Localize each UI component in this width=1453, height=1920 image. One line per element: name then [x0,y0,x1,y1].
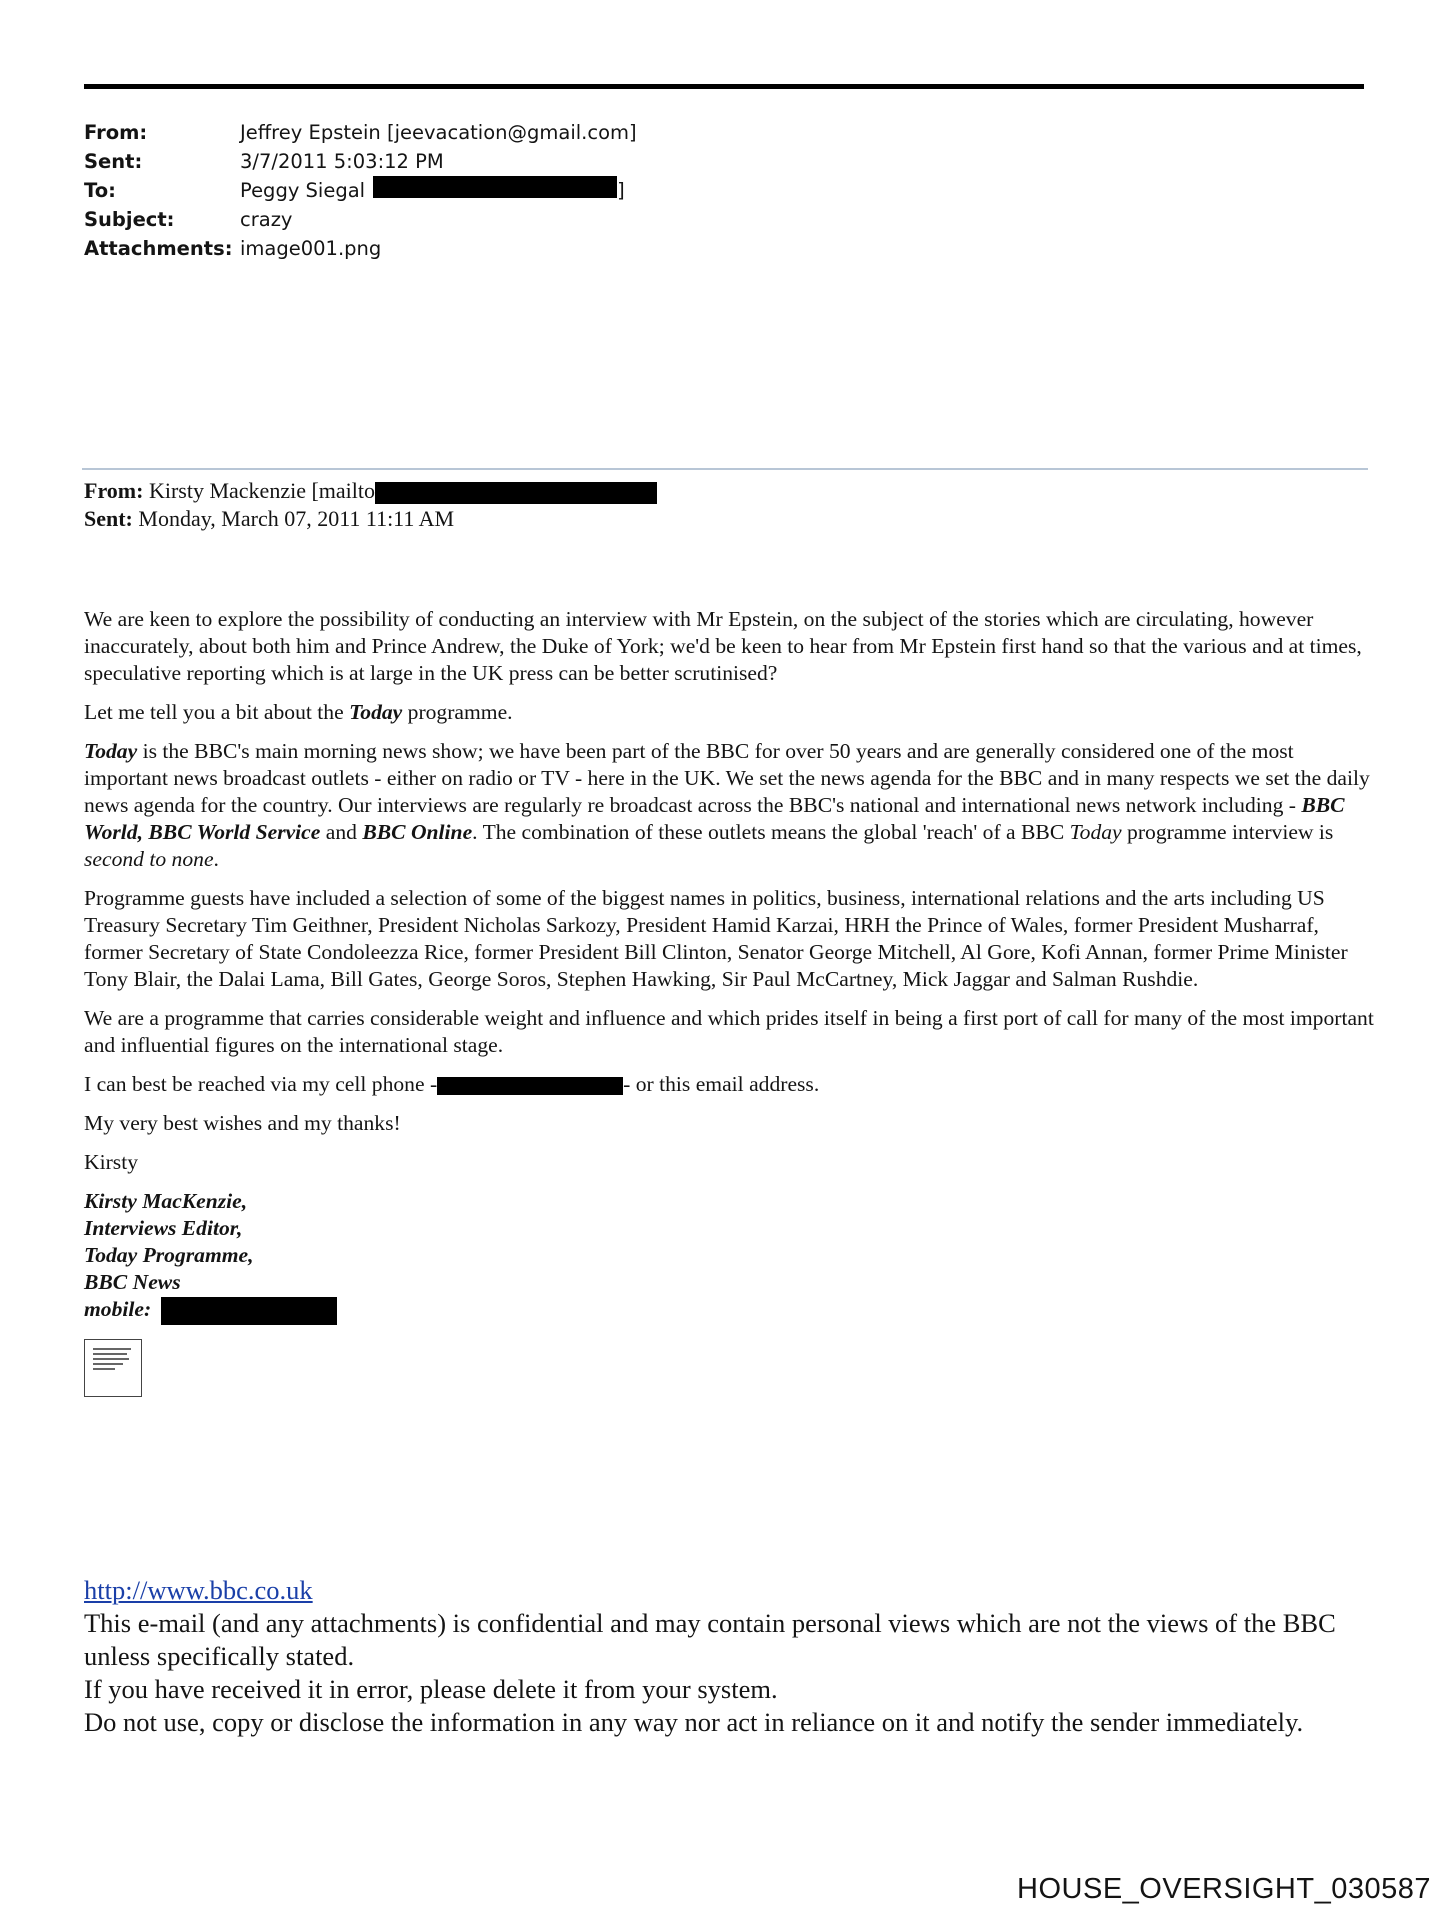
sent-value: 3/7/2011 5:03:12 PM [240,150,444,173]
text-run: I can best be reached via my cell phone - [84,1072,438,1096]
forwarded-from-label: From: [84,478,144,503]
signature-org: BBC News [84,1270,181,1294]
text-run: programme interview is [1121,820,1334,844]
text-run: and [320,820,363,844]
forwarded-from-row [84,477,657,505]
text-run: is the BBC's main morning news show; we have been part of the BBC for over 50 years and are generally considered one of the most important news broadcast outlets - either on radio or TV - here in the UK. We set the news agenda for the BBC and in many respects we set the daily news agenda for the country. Our interviews are regularly re broadcast across the BBC's national and international news network including - [84,739,1370,817]
top-divider [84,84,1364,89]
from-value: Jeffrey Epstein [jeevacation@gmail.com] [240,121,637,144]
body-paragraph [84,699,1374,726]
subject-value: crazy [240,208,293,231]
text-run: . [213,847,219,871]
redaction-block [161,1297,337,1325]
email-body [84,606,1374,1397]
forwarded-header [84,477,657,533]
body-paragraph: We are a programme that carries considerable weight and influence and which prides itself in being a first port of call for many of the most important and influential figures on the international stage. [84,1006,1374,1057]
signature-programme: Today Programme, [84,1243,254,1267]
thumbnail-line [93,1358,129,1360]
to-label: To: [84,179,116,202]
thumbnail-line [93,1348,131,1350]
body-paragraph: We are keen to explore the possibility of conducting an interview with Mr Epstein, on the subject of the stories which are circulating, however inaccurately, about both him and Prince Andrew, the Duke of York; we'd be keen to hear from Mr Epstein first hand so that the various and at times, speculative reporting which is at large in the UK press can be better scrutinised? [84,607,1362,685]
header-subject-row [84,205,637,234]
body-paragraph: Kirsty [84,1150,138,1174]
disclaimer-line: Do not use, copy or disclose the information in any way nor act in reliance on it and notify the sender immediately. [84,1707,1304,1737]
body-paragraph: Programme guests have included a selection of some of the biggest names in politics, business, international relations and the arts including US Treasury Secretary Tim Geithner, President Nicholas Sarkozy, President Hamid Karzai, HRH the Prince of Wales, former President Musharraf, former Secretary of State Condoleezza Rice, former President Bill Clinton, Senator George Mitchell, Al Gore, Kofi Annan, former Prime Minister Tony Blair, the Dalai Lama, Bill Gates, George Soros, Stephen Hawking, Sir Paul McCartney, Mick Jaggar and Salman Rushdie. [84,886,1348,991]
redaction-block [373,176,617,198]
body-paragraph: My very best wishes and my thanks! [84,1111,401,1135]
disclaimer-line: This e-mail (and any attachments) is confidential and may contain personal views which are not the views of the BBC unless specifically stated. [84,1608,1336,1671]
second-to-none-italic: second to none [84,847,214,871]
to-value: Peggy Siegal [240,179,366,202]
email-disclaimer [84,1574,1374,1739]
thumbnail-line [93,1363,123,1365]
text-run: . The combination of these outlets means the global 'reach' of a BBC [472,820,1070,844]
text-run: programme. [402,700,513,724]
attachments-value: image001.png [240,237,382,260]
text-run: - or this email address. [623,1072,820,1096]
attachments-label: Attachments: [84,237,233,260]
thumbnail-line [93,1368,115,1370]
today-emphasis: Today [84,739,138,763]
mobile-label: mobile: [84,1297,152,1321]
header-from-row [84,118,637,147]
text-run: Let me tell you a bit about the [84,700,350,724]
redaction-block [375,482,657,504]
bbc-link[interactable]: http://www.bbc.co.uk [84,1575,313,1605]
header-attachments-row [84,234,637,263]
to-close-bracket: ] [617,179,625,202]
signature-mobile-row [84,1296,1374,1325]
subject-label: Subject: [84,208,175,231]
bbc-world-emphasis: BBC World, BBC World Service [84,793,1345,844]
signature-block [84,1188,1374,1325]
thumbnail-line [93,1353,127,1355]
email-header [84,118,637,263]
today-emphasis: Today [349,700,403,724]
forwarded-sent-row [84,505,657,533]
signature-title: Interviews Editor, [84,1216,243,1240]
from-label: From: [84,121,148,144]
attachment-image-thumbnail[interactable] [84,1339,142,1397]
forwarded-sent-value: Monday, March 07, 2011 11:11 AM [138,506,455,531]
forward-separator [82,468,1368,470]
signature-name: Kirsty MacKenzie, [84,1189,248,1213]
body-paragraph [84,1071,1374,1098]
disclaimer-line: If you have received it in error, please delete it from your system. [84,1674,778,1704]
bates-number: HOUSE_OVERSIGHT_030587 [1017,1873,1431,1905]
bbc-online-emphasis: BBC Online [362,820,473,844]
body-paragraph [84,738,1374,873]
today-italic: Today [1069,820,1122,844]
forwarded-sent-label: Sent: [84,506,133,531]
header-to-row [84,176,637,205]
forwarded-from-value: Kirsty Mackenzie [mailto [148,478,376,503]
sent-label: Sent: [84,150,143,173]
header-sent-row [84,147,637,176]
redaction-block [437,1077,623,1095]
